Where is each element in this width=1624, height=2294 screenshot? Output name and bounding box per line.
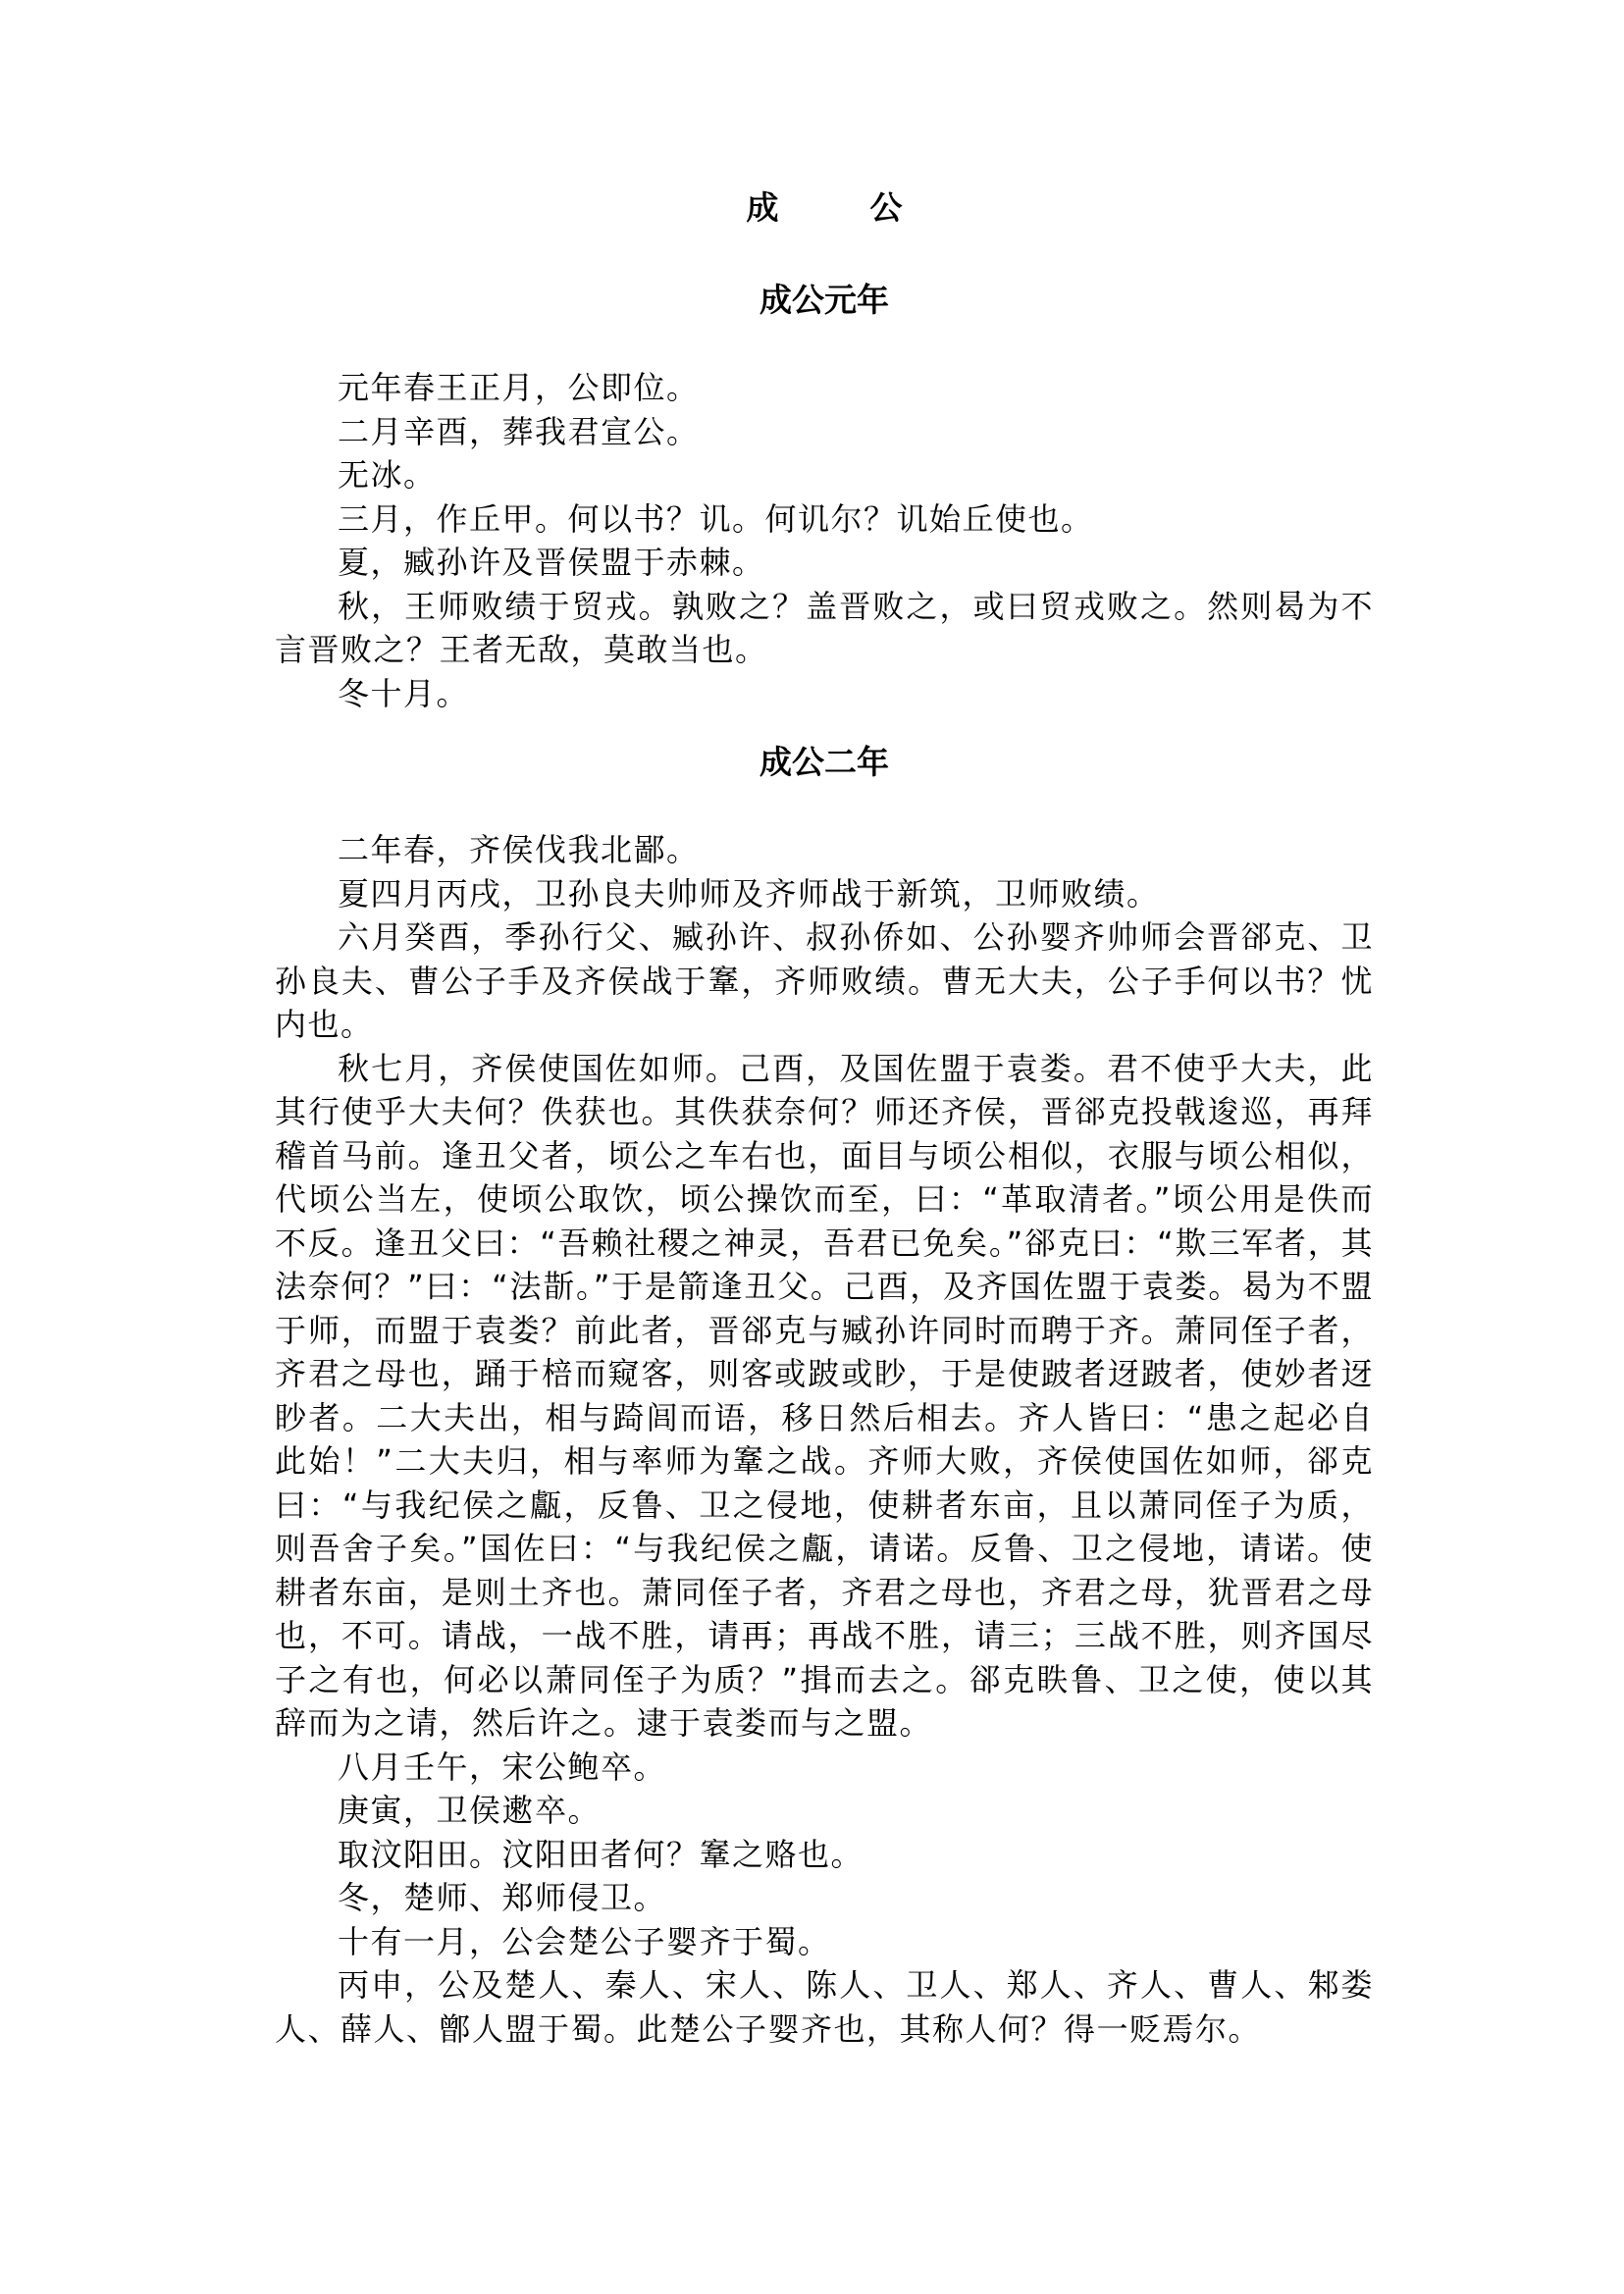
- paragraph: 十有一月，公会楚公子婴齐于蜀。: [338, 1922, 831, 1960]
- section-year-1: [275, 279, 1374, 715]
- paragraph: 夏四月丙戌，卫孙良夫帅师及齐师战于新筑，卫师败绩。: [338, 874, 1160, 912]
- paragraph: 丙申，公及楚人、秦人、宋人、陈人、卫人、郑人、齐人、曹人、邾娄人、薛人、鄫人盟于蜀。此楚公子婴齐也，其称人何？得一贬焉尔。: [275, 1966, 1374, 2048]
- paragraph: 冬十月。: [338, 674, 470, 712]
- section-year-2: [275, 741, 1374, 2051]
- paragraph: 八月壬午，宋公鲍卒。: [338, 1747, 667, 1786]
- paragraph: 三月，作丘甲。何以书？讥。何讥尔？讥始丘使也。: [338, 499, 1094, 538]
- paragraph: 取汶阳田。汶阳田者何？鞌之赂也。: [338, 1835, 864, 1873]
- paragraph: 元年春王正月，公即位。: [338, 369, 700, 406]
- document-page: [275, 186, 1374, 2076]
- section-heading: 成公二年: [760, 743, 889, 781]
- paragraph: 秋，王师败绩于贸戎。孰败之？盖晋败之，或曰贸戎败之。然则曷为不言晋败之？王者无敌，莫敢当也。: [275, 587, 1374, 668]
- paragraph: 二月辛酉，葬我君宣公。: [338, 412, 700, 450]
- paragraph: 六月癸酉，季孙行父、臧孙许、叔孙侨如、公孙婴齐帅师会晋郤克、卫孙良夫、曹公子手及齐侯战于鞌，齐师败绩。曹无大夫，公子手何以书？忧内也。: [275, 918, 1374, 1043]
- section-heading: 成公元年: [760, 281, 889, 319]
- paragraph: 冬，楚师、郑师侵卫。: [338, 1879, 667, 1916]
- chapter-title: 成 公: [746, 188, 932, 227]
- paragraph: 秋七月，齐侯使国佐如师。己酉，及国佐盟于袁娄。君不使乎大夫，此其行使乎大夫何？佚获也。其佚获奈何？师还齐侯，晋郤克投戟逡巡，再拜稽首马前。逢丑父者，顷公之车右也，面目与顷公相似，衣服与顷公相似，代顷公当左，使顷公取饮，顷公操饮而至，曰：“革取清者。”顷公用是佚而不反。逢丑父曰：“吾赖社稷之神灵，吾君已免矣。”郤克曰：“欺三军者，其法奈何？”曰：“法斮。”于是箭逢丑父。己酉，及齐国佐盟于袁娄。曷为不盟于师，而盟于袁娄？前此者，晋郤克与臧孙许同时而聘于齐。萧同侄子者，齐君之母也，踊于棓而窥客，则客或跛或眇，于是使跛者迓跛者，使妙者迓眇者。二大夫出，相与踦闾而语，移日然后相去。齐人皆曰：“患之起必自此始！”二大夫归，相与率师为鞌之战。齐师大败，齐侯使国佐如师，郤克曰：“与我纪侯之甗，反鲁、卫之侵地，使耕者东亩，且以萧同侄子为质，则吾舍子矣。”国佐曰：“与我纪侯之甗，请诺。反鲁、卫之侵地，请诺。使耕者东亩，是则土齐也。萧同侄子者，齐君之母也，齐君之母，犹晋君之母也，不可。请战，一战不胜，请再；再战不胜，请三；三战不胜，则齐国尽子之有也，何必以萧同侄子为质？”揖而去之。郤克眣鲁、卫之使，使以其辞而为之请，然后许之。逮于袁娄而与之盟。: [275, 1049, 1374, 1742]
- paragraph: 庚寅，卫侯遬卒。: [338, 1792, 602, 1829]
- paragraph: 无冰。: [338, 456, 437, 494]
- paragraph: 夏，臧孙许及晋侯盟于赤棘。: [338, 544, 765, 581]
- paragraph: 二年春，齐侯伐我北鄙。: [338, 831, 700, 868]
